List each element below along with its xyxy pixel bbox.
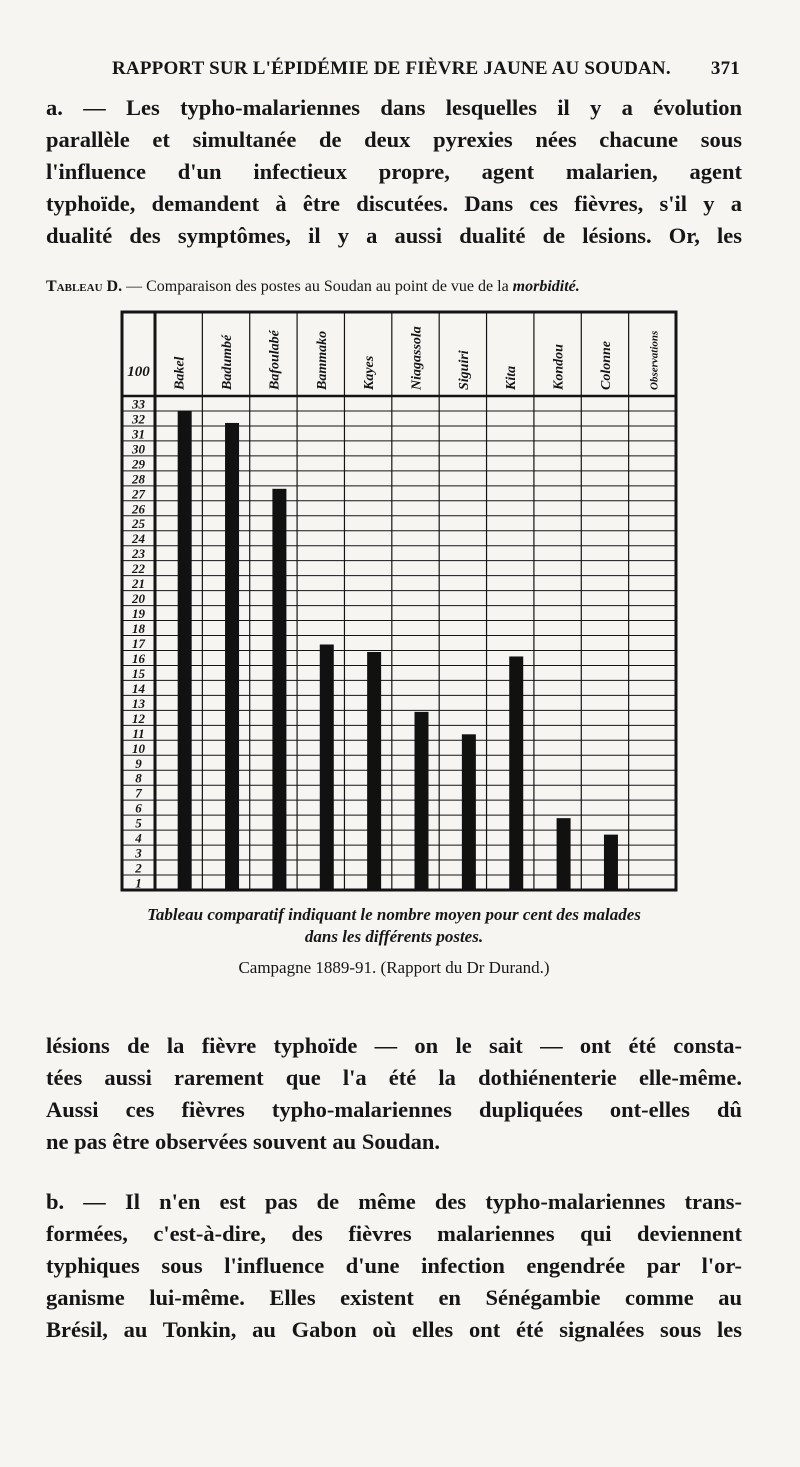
y-tick-label: 26 [132, 501, 145, 517]
paragraph-line: typhiques sous l'influence d'une infection engendrée par l'or- [46, 1253, 742, 1278]
category-label: Badumbé [220, 334, 236, 390]
bar [462, 734, 476, 890]
paragraph-line: parallèle et simultanée de deux pyrexies nées chacune sous [46, 127, 742, 152]
bar [557, 818, 571, 890]
bar [320, 644, 334, 890]
bar [367, 652, 381, 890]
category-label: Bammako [314, 330, 330, 390]
y-tick-label: 33 [132, 396, 145, 412]
y-tick-label: 21 [132, 576, 145, 592]
y-tick-label: 32 [132, 411, 145, 427]
y-tick-label: 17 [132, 636, 145, 651]
paragraph-line: lésions de la fièvre typhoïde — on le sait — ont été consta- [46, 1033, 742, 1058]
category-label: Kayes [362, 355, 378, 390]
bar [178, 411, 192, 890]
y-tick-label: 5 [135, 815, 142, 831]
paragraph-line: l'influence d'un infectieux propre, agent malarien, agent [46, 159, 742, 184]
paragraph-continued [46, 1030, 742, 1158]
corner-label: 100 [127, 364, 150, 380]
figure-caption-line-2: dans les différents postes. [304, 927, 484, 946]
category-label: Kondou [551, 344, 567, 390]
paragraph-line: ne pas être observées souvent au Soudan. [46, 1129, 440, 1154]
y-tick-label: 10 [132, 740, 145, 756]
bar [415, 712, 429, 890]
y-tick-label: 22 [132, 561, 145, 577]
category-label: Siguiri [456, 350, 472, 390]
y-tick-label: 13 [132, 695, 145, 711]
y-tick-label: 7 [135, 785, 142, 801]
bar [272, 489, 286, 890]
paragraph-line: b. — Il n'en est pas de même des typho-malariennes trans- [46, 1189, 742, 1214]
category-label: Bakel [172, 356, 188, 390]
paragraph-line: formées, c'est-à-dire, des fièvres malariennes qui deviennent [46, 1221, 742, 1246]
y-tick-label: 4 [135, 830, 142, 846]
tableau-label: Tableau D. [46, 278, 123, 295]
campaign-note: Campagne 1889-91. (Rapport du Dr Durand.) [238, 958, 550, 977]
y-tick-label: 12 [132, 710, 145, 726]
y-tick-label: 29 [132, 456, 145, 472]
paragraph-line: Aussi ces fièvres typho-malariennes dupliquées ont-elles dû [46, 1097, 742, 1122]
morbidity-bar-chart [120, 310, 678, 894]
running-head-title: RAPPORT SUR L'ÉPIDÉMIE DE FIÈVRE JAUNE AU SOUDAN. [112, 58, 671, 79]
y-tick-label: 23 [132, 546, 145, 562]
paragraph-b [46, 1186, 742, 1346]
figure-caption-line-1: Tableau comparatif indiquant le nombre moyen pour cent des malades [147, 905, 641, 924]
y-tick-label: 9 [135, 755, 142, 771]
page-number: 371 [710, 58, 740, 79]
paragraph-line: a. — Les typho-malariennes dans lesquelles il y a évolution [46, 95, 742, 120]
category-label: Niagassola [409, 326, 425, 390]
y-tick-label: 6 [135, 800, 142, 816]
y-tick-label: 25 [132, 516, 145, 532]
y-tick-label: 24 [132, 531, 145, 547]
paragraph-line: typhoïde, demandent à être discutées. Dans ces fièvres, s'il y a [46, 191, 742, 216]
chart-frame [122, 312, 676, 890]
paragraph-line: ganisme lui-même. Elles existent en Sénégambie comme au [46, 1285, 742, 1310]
y-tick-label: 18 [132, 621, 145, 637]
category-label: Kita [504, 365, 520, 390]
bar [509, 656, 523, 890]
paragraph-line: Brésil, au Tonkin, au Gabon où elles ont été signalées sous les [46, 1317, 742, 1342]
tableau-caption [46, 278, 742, 296]
category-label: Observations [648, 330, 661, 390]
paragraph-a [46, 92, 742, 252]
y-tick-label: 20 [132, 591, 145, 607]
bar [604, 835, 618, 890]
paragraph-line: tées aussi rarement que l'a été la dothiénenterie elle-même. [46, 1065, 742, 1090]
y-tick-label: 27 [132, 486, 145, 502]
y-tick-label: 8 [135, 770, 142, 786]
y-tick-label: 11 [132, 725, 145, 741]
y-tick-label: 1 [135, 875, 142, 891]
category-label: Colonne [598, 340, 614, 390]
tableau-emphasis: morbidité. [512, 278, 580, 295]
y-tick-label: 28 [132, 471, 145, 487]
y-tick-label: 31 [132, 426, 145, 442]
y-tick-label: 3 [135, 845, 142, 861]
bar [225, 423, 239, 890]
y-tick-label: 2 [135, 860, 142, 876]
y-tick-label: 15 [132, 665, 145, 681]
y-tick-label: 16 [132, 650, 145, 666]
y-tick-label: 14 [132, 680, 145, 696]
paragraph-line: dualité des symptômes, il y a aussi dualité de lésions. Or, les [46, 223, 742, 248]
y-tick-label: 19 [132, 606, 145, 622]
category-label: Bafoulabé [267, 330, 283, 390]
y-tick-label: 30 [132, 441, 145, 457]
tableau-text: — Comparaison des postes au Soudan au point de vue de la [126, 278, 509, 295]
